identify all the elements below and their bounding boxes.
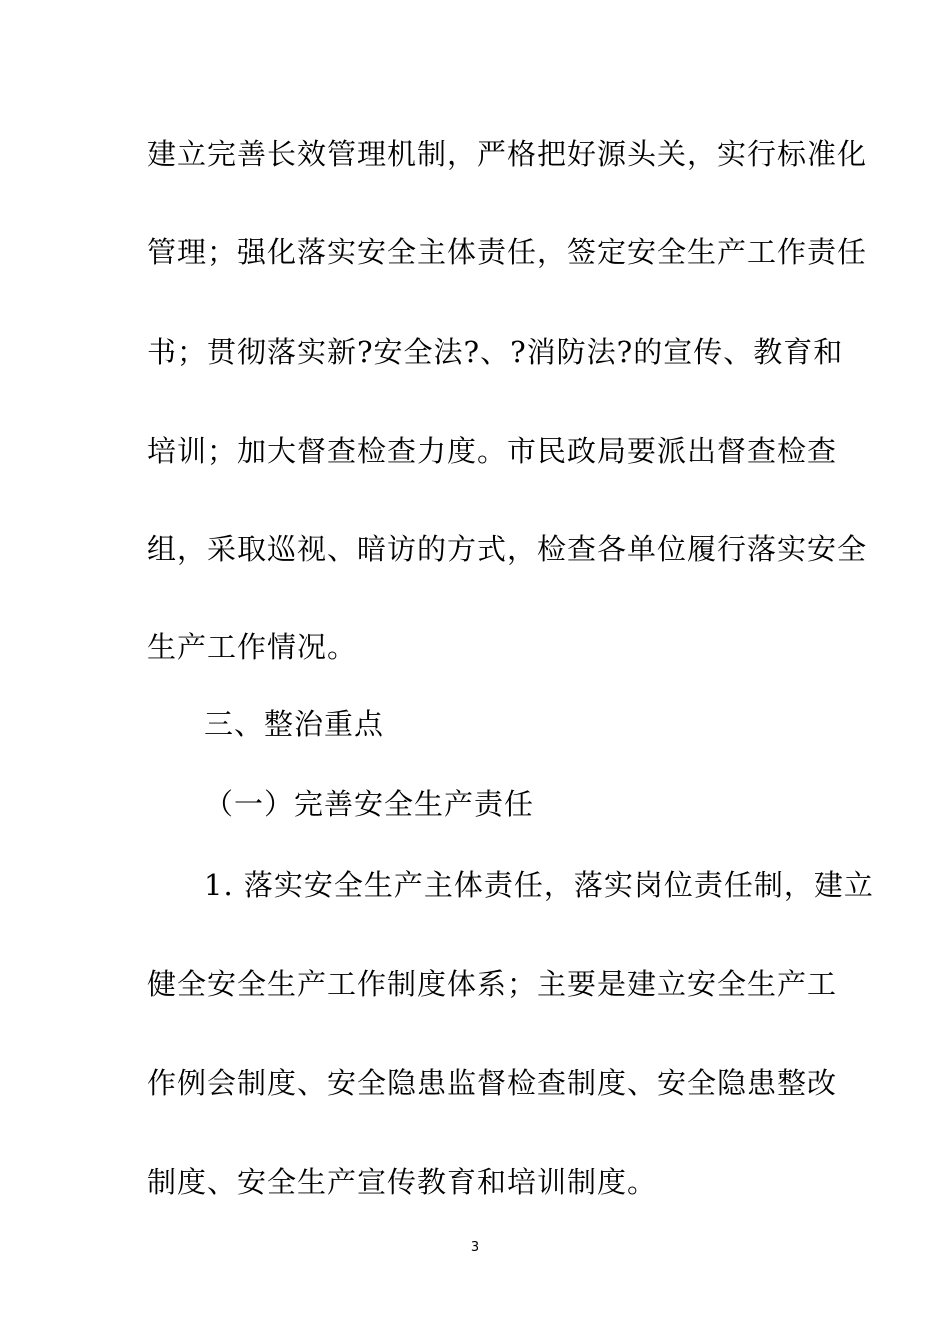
section-heading: 三、整治重点 <box>204 707 385 741</box>
body-text-line: 培训；加大督查检查力度。市民政局要派出督查检查 <box>147 434 838 468</box>
numbered-paragraph: 1. 落实安全生产主体责任，落实岗位责任制，建立 <box>204 868 874 902</box>
body-text-line: 作例会制度、安全隐患监督检查制度、安全隐患整改 <box>147 1066 838 1100</box>
body-text-line: 生产工作情况。 <box>147 630 358 664</box>
body-text-line: 健全安全生产工作制度体系；主要是建立安全生产工 <box>147 967 838 1001</box>
page-number: 3 <box>470 1240 480 1255</box>
subsection-heading: （一）完善安全生产责任 <box>204 787 535 821</box>
body-text-line: 管理；强化落实安全主体责任，签定安全生产工作责任 <box>147 235 868 269</box>
body-text-line: 制度、安全生产宣传教育和培训制度。 <box>147 1165 658 1199</box>
body-text-line: 书；贯彻落实新?安全法?、?消防法?的宣传、教育和 <box>147 335 844 369</box>
body-text-line: 建立完善长效管理机制，严格把好源头关，实行标准化 <box>147 137 868 171</box>
body-text-line: 组，采取巡视、暗访的方式，检查各单位履行落实安全 <box>147 532 868 566</box>
